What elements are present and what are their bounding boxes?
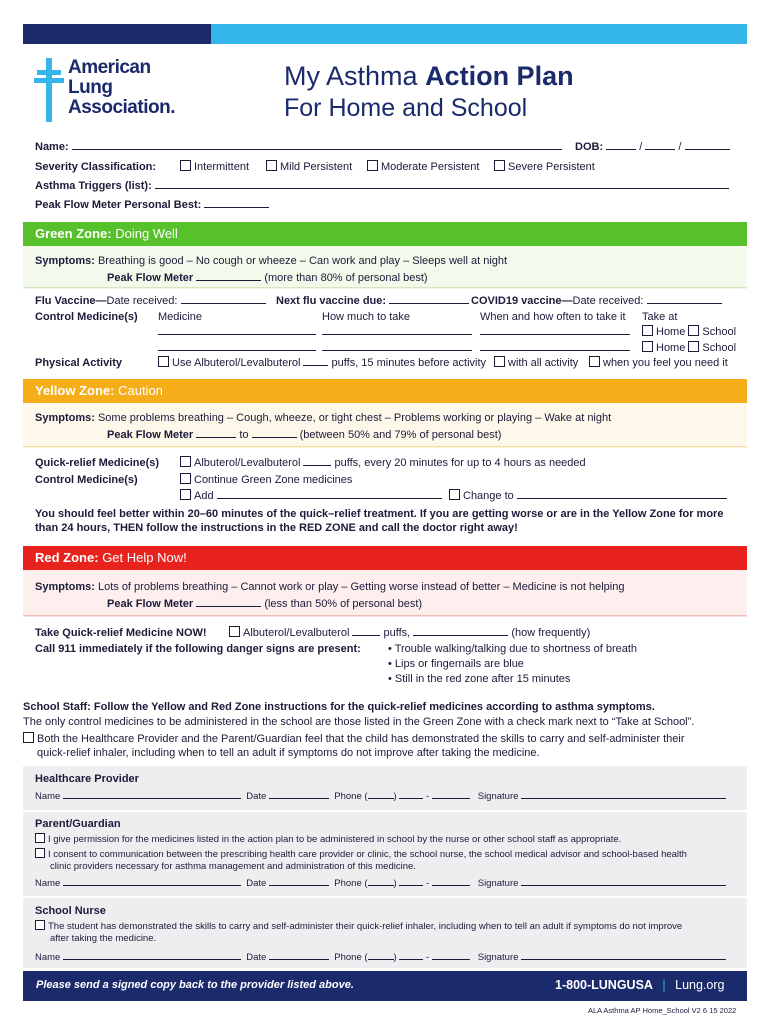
peak-best-row: Peak Flow Meter Personal Best: xyxy=(35,198,269,212)
danger-sign-3: • Still in the red zone after 15 minutes xyxy=(388,673,571,685)
nurse-title: School Nurse xyxy=(35,905,106,917)
col-how-much: How much to take xyxy=(322,311,411,323)
green-when-1[interactable] xyxy=(480,326,630,335)
green-symptoms: Symptoms: Breathing is good – No cough or wheeze – Can work and play – Sleeps well at night xyxy=(35,255,508,267)
green-peak-field[interactable] xyxy=(196,272,261,281)
top-bar-sky xyxy=(211,24,747,44)
provider-signature-field[interactable] xyxy=(521,790,726,799)
nurse-sign-row: Name Date Phone ( ) - Signature xyxy=(35,951,726,964)
staff-self-carry-2: quick-relief inhaler, including when to tell an adult if symptoms do not improve after taking the medicine. xyxy=(37,747,540,759)
name-row: Name: xyxy=(35,140,562,154)
danger-sign-1: • Trouble walking/talking due to shortness of breath xyxy=(388,643,638,655)
parent-signature-field[interactable] xyxy=(521,877,726,886)
next-flu-row: Next flu vaccine due: xyxy=(276,294,469,308)
parent-date-field[interactable] xyxy=(269,877,329,886)
provider-sign-row: Name Date Phone ( ) - Signature xyxy=(35,790,726,803)
yellow-zone-header: Yellow Zone: Caution xyxy=(23,379,747,403)
top-bar-navy xyxy=(23,24,211,44)
red-symptoms: Symptoms: Lots of problems breathing – Cannot work or play – Getting worse instead of better – Medicine is not helping xyxy=(35,581,625,593)
page-title: My Asthma Action Plan xyxy=(284,61,574,91)
footer-code: ALA Asthma AP Home_School V2 6 15 2022 xyxy=(588,1006,737,1015)
red-call-911: Call 911 immediately if the following danger signs are present: xyxy=(35,643,361,655)
org-name: American Lung Association. xyxy=(68,57,175,118)
severity-row: Severity Classification: xyxy=(35,161,157,173)
green-med-1[interactable] xyxy=(158,326,316,335)
red-peak: Peak Flow Meter (less than 50% of personal best) xyxy=(107,598,423,610)
flu-date-field[interactable] xyxy=(181,295,266,304)
staff-line1: School Staff: Follow the Yellow and Red Zone instructions for the quick-relief medicines according to asthma symptoms. xyxy=(23,701,655,713)
provider-title: Healthcare Provider xyxy=(35,773,139,785)
nurse-date-field[interactable] xyxy=(269,951,329,960)
yellow-continue-green[interactable]: Continue Green Zone medicines xyxy=(180,473,352,487)
nurse-demonstrated-2: after taking the medicine. xyxy=(50,933,157,944)
green-take-at-2[interactable]: Home School xyxy=(642,341,736,355)
activity-with-all[interactable]: with all activity xyxy=(494,356,578,370)
parent-sign-row: Name Date Phone ( ) - Signature xyxy=(35,877,726,890)
yellow-warning: You should feel better within 20–60 minutes of the quick–relief treatment. If you are getting worse or are in the Yellow Zone for more than 24 hours, THEN follow the instructions in the RED ZONE and call the doctor right away! xyxy=(35,508,724,534)
severity-severe[interactable]: Severe Persistent xyxy=(494,160,595,174)
activity-when-needed[interactable]: when you feel you need it xyxy=(589,356,728,370)
col-take-at: Take at xyxy=(642,311,678,323)
footer-contact: 1-800-LUNGUSA | Lung.org xyxy=(555,978,725,992)
staff-self-carry[interactable]: Both the Healthcare Provider and the Parent/Guardian feel that the child has demonstrated the skills to carry and self-administer their xyxy=(23,732,685,746)
yellow-peak: Peak Flow Meter to (between 50% and 79% of personal best) xyxy=(107,429,502,441)
yellow-add[interactable]: Add xyxy=(180,489,442,503)
activity-use-albuterol[interactable]: Use Albuterol/Levalbuterol puffs, 15 minutes before activity xyxy=(158,356,486,370)
green-med-2[interactable] xyxy=(158,342,316,351)
yellow-quick-label: Quick-relief Medicine(s) xyxy=(35,457,160,469)
red-take-opt[interactable]: Albuterol/Levalbuterol puffs, (how frequently) xyxy=(229,626,590,640)
peak-best-field[interactable] xyxy=(204,199,269,208)
dob-day-field[interactable] xyxy=(645,141,675,150)
dob-month-field[interactable] xyxy=(606,141,636,150)
danger-sign-2: • Lips or fingernails are blue xyxy=(388,658,524,670)
covid-row: COVID19 vaccine—Date received: xyxy=(471,294,722,308)
nurse-signature-field[interactable] xyxy=(521,951,726,960)
severity-intermittent[interactable]: Intermittent xyxy=(180,160,249,174)
ala-logo xyxy=(34,58,194,124)
yellow-quick-opt[interactable]: Albuterol/Levalbuterol puffs, every 20 minutes for up to 4 hours as needed xyxy=(180,456,586,470)
page-subtitle: For Home and School xyxy=(284,94,528,122)
green-zone-header: Green Zone: Doing Well xyxy=(23,222,747,246)
red-peak-field[interactable] xyxy=(196,598,261,607)
covid-date-field[interactable] xyxy=(647,295,722,304)
col-when: When and how often to take it xyxy=(480,311,626,323)
nurse-demonstrated[interactable]: The student has demonstrated the skills to carry and self-administer their quick-relief inhaler, including when to tell an adult if symptoms do not improve xyxy=(35,920,682,933)
footer-phone[interactable]: 1-800-LUNGUSA xyxy=(555,978,653,992)
red-take-now: Take Quick-relief Medicine NOW! xyxy=(35,627,207,639)
yellow-symptoms: Symptoms: Some problems breathing – Cough, wheeze, or tight chest – Problems working or playing – Wake at night xyxy=(35,412,612,424)
parent-permission[interactable]: I give permission for the medicines listed in the action plan to be administered in school by the nurse or other school staff as appropriate. xyxy=(35,833,621,846)
staff-line2: The only control medicines to be administered in the school are those listed in the Green Zone with a check mark next to “Take at School”. xyxy=(23,716,695,728)
footer-site[interactable]: Lung.org xyxy=(675,978,725,992)
yellow-change-to[interactable]: Change to xyxy=(449,489,727,503)
severity-mild[interactable]: Mild Persistent xyxy=(266,160,352,174)
severity-moderate[interactable]: Moderate Persistent xyxy=(367,160,479,174)
green-take-at-1[interactable]: Home School xyxy=(642,325,736,339)
footer-send-text: Please send a signed copy back to the provider listed above. xyxy=(36,979,354,991)
triggers-field[interactable] xyxy=(155,180,729,189)
next-flu-field[interactable] xyxy=(389,295,469,304)
col-medicine: Medicine xyxy=(158,311,203,323)
provider-date-field[interactable] xyxy=(269,790,329,799)
green-control-label: Control Medicine(s) xyxy=(35,311,138,323)
red-zone-header: Red Zone: Get Help Now! xyxy=(23,546,747,570)
green-peak: Peak Flow Meter (more than 80% of personal best) xyxy=(107,272,428,284)
yellow-peak-high[interactable] xyxy=(252,429,297,438)
yellow-peak-low[interactable] xyxy=(196,429,236,438)
provider-name-field[interactable] xyxy=(63,790,241,799)
physical-activity-label: Physical Activity xyxy=(35,357,123,369)
parent-title: Parent/Guardian xyxy=(35,818,121,830)
parent-consent-2: clinic providers necessary for asthma management and administration of this medicine. xyxy=(50,861,416,872)
triggers-row: Asthma Triggers (list): xyxy=(35,179,729,193)
green-dose-1[interactable] xyxy=(322,326,472,335)
green-dose-2[interactable] xyxy=(322,342,472,351)
flu-vaccine-row: Flu Vaccine—Date received: xyxy=(35,294,266,308)
yellow-control-label: Control Medicine(s) xyxy=(35,474,138,486)
lung-cross-icon xyxy=(34,58,64,122)
dob-row: DOB: / / xyxy=(575,140,730,154)
dob-year-field[interactable] xyxy=(685,141,730,150)
green-when-2[interactable] xyxy=(480,342,630,351)
parent-consent[interactable]: I consent to communication between the prescribing health care provider or clinic, the school nurse, the school medical advisor and school-based health xyxy=(35,848,687,861)
parent-name-field[interactable] xyxy=(63,877,241,886)
name-field[interactable] xyxy=(72,141,562,150)
nurse-name-field[interactable] xyxy=(63,951,241,960)
